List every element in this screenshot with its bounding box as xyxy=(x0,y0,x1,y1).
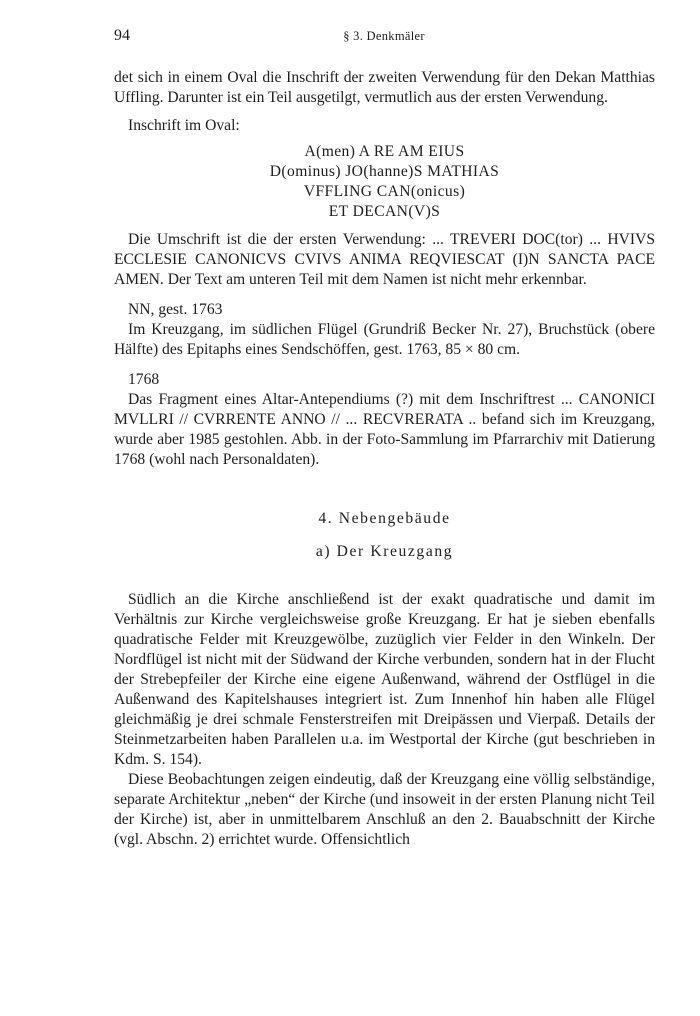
inscription-line: D(ominus) JO(hanne)S MATHIAS xyxy=(269,163,500,180)
paragraph-observations: Diese Beobachtungen zeigen eindeutig, daß der Kreuzgang eine völlig selbständige, separate Architektur „neben“ der Kirche (und insoweit in der ersten Planung nicht Teil der Kirche) ist, aber in unmittelbarem Anschluß an den 2. Bauabschnitt der Kirche (vgl. Abschn. 2) errichtet wurde. Offensichtlich xyxy=(114,771,655,848)
section-heading: 4. Nebengebäude xyxy=(318,510,451,527)
inscription-line: ET DECAN(V)S xyxy=(328,203,441,220)
entry-heading-1768: 1768 xyxy=(128,371,160,388)
paragraph-epitaph: Im Kreuzgang, im südlichen Flügel (Grundriß Becker Nr. 27), Bruchstück (obere Hälfte) des Epitaphs eines Sendschöffen, gest. 1763, 85 × 80 cm. xyxy=(114,321,655,358)
paragraph-kreuzgang: Südlich an die Kirche anschließend ist der exakt quadratische und damit im Verhältnis zur Kirche vergleichsweise große Kreuzgang. Er hat je sieben ebenfalls quadratische Felder mit Kreuzgewölbe, zuzüglich vier Felder in den Winkeln. Der Nordflügel ist nicht mit der Südwand der Kirche verbunden, sondern hat in der Flucht der Strebepfeiler der Kirche eine eigene Außenwand, während der Ostflügel in die Außenwand des Kapitelshauses integriert ist. Zum Innenhof hin haben alle Flügel gleichmäßig je drei schmale Fensterstreifen mit Dreipässen und Vierpaß. Details der Steinmetzarbeiten haben Parallelen u.a. im Westportal der Kirche (gut beschrieben in Kdm. S. 154). xyxy=(114,591,655,768)
paragraph-umschrift: Die Umschrift ist die der ersten Verwendung: ... TREVERI DOC(tor) ... HVIVS ECCLESIE CANONICVS CVIVS ANIMA REQVIESCAT (I)N SANCTA PACE AMEN. Der Text am unteren Teil mit dem Namen ist nicht mehr erkennbar. xyxy=(114,231,655,288)
paragraph-continuation: det sich in einem Oval die Inschrift der zweiten Verwendung für den Dekan Matthias Uffling. Darunter ist ein Teil ausgetilgt, vermutlich aus der ersten Verwendung. xyxy=(114,69,655,106)
paragraph-antependium: Das Fragment eines Altar-Antependiums (?) mit dem Inschriftrest ... CANONICI MVLLRI // CVRRENTE ANNO // ... RECVRERATA .. befand sich im Kreuzgang, wurde aber 1985 gestohlen. Abb. in der Foto-Sammlung im Pfarrarchiv mit Datierung 1768 (wohl nach Personaldaten). xyxy=(114,391,655,468)
inscription-intro: Inschrift im Oval: xyxy=(128,117,240,134)
running-title: § 3. Denkmäler xyxy=(343,29,425,43)
inscription-block xyxy=(114,142,655,222)
inscription-line: VFFLING CAN(onicus) xyxy=(303,183,466,200)
page-body xyxy=(114,68,655,850)
entry-heading-nn: NN, gest. 1763 xyxy=(128,301,223,318)
page-header xyxy=(114,27,654,49)
inscription-line: A(men) A RE AM EIUS xyxy=(304,143,465,160)
page-number: 94 xyxy=(114,27,130,44)
subsection-heading: a) Der Kreuzgang xyxy=(315,543,454,560)
